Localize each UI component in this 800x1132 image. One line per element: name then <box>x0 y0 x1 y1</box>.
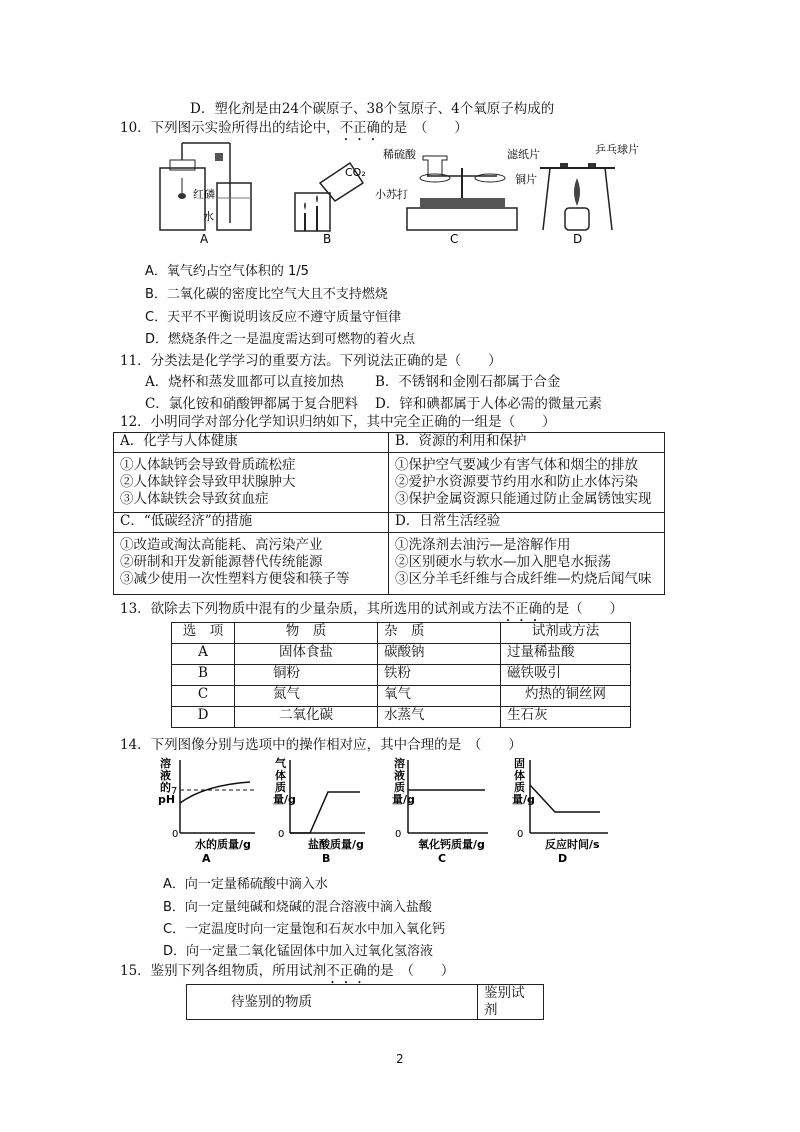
svg-text:盐酸质量/g: 盐酸质量/g <box>308 838 364 851</box>
svg-text:D: D <box>558 852 568 865</box>
svg-text:0: 0 <box>278 829 285 840</box>
q14-graph-d <box>512 756 608 865</box>
svg-text:的: 的 <box>160 781 171 794</box>
q12-cell-b-items: ①保护空气要减少有害气体和烟尘的排放 ②爱护水资源要节约用水和防止水体污染 ③保护金属资源只能通过防止金属锈蚀实现 <box>389 453 665 513</box>
q14-option-a: A．向一定量稀硫酸中滴入水 <box>163 877 328 892</box>
q15-stem: 15．鉴别下列各组物质，所用试剂不正确的是 （ ） <box>120 963 455 979</box>
q13-stem: 13．欲除去下列物质中混有的少量杂质，其所选用的试剂或方法不正确的是（ ） <box>120 601 624 617</box>
q14-graph-d-curve <box>530 785 600 812</box>
q10-fig-a-red-phosphorus: 红磷 <box>193 188 215 201</box>
q12-stem: 12．小明同学对部分化学知识归纳如下，其中完全正确的一组是（ ） <box>120 414 556 430</box>
q12-cell-a-title: A．化学与人体健康 <box>114 433 389 453</box>
svg-text:B: B <box>322 852 331 865</box>
q12-cell-a-items: ①人体缺钙会导致骨质疏松症 ②人体缺锌会导致甲状腺肿大 ③人体缺铁会导致贫血症 <box>114 453 389 513</box>
q10-figure-d <box>507 142 639 246</box>
q14-graph-a-curve <box>180 782 250 803</box>
q10-fig-a-water: 水 <box>203 210 214 223</box>
page-number: 2 <box>396 1052 404 1066</box>
q10-option-d: D．燃烧条件之一是温度需达到可燃物的着火点 <box>145 332 416 347</box>
q14-graph-a <box>158 756 255 865</box>
q11-option-c: C．氯化铵和硝酸钾都属于复合肥料 <box>145 396 358 412</box>
q10-fig-d-pingpong: 乒乓球片 <box>595 143 639 156</box>
q14-option-b: B．向一定量纯碱和烧碱的混合溶液中滴入盐酸 <box>163 900 432 915</box>
q12-cell-d-title: D．日常生活经验 <box>389 513 665 533</box>
table-row: A 固体食盐 碳酸钠 过量稀盐酸 <box>172 644 631 665</box>
q15-table <box>186 984 544 1020</box>
q13-header-option: 选 项 <box>172 623 235 644</box>
svg-text:气: 气 <box>275 757 286 770</box>
q12-cell-c-title: C．“低碳经济”的措施 <box>114 513 389 533</box>
q10-stem: 10．下列图示实验所得出的结论中，不正确的是 （ ） <box>120 120 468 136</box>
q14-option-c: C．一定温度时向一定量饱和石灰水中加入氧化钙 <box>163 922 446 937</box>
svg-text:体: 体 <box>275 769 286 782</box>
svg-text:量/g: 量/g <box>273 793 296 806</box>
q10-option-b: B．二氧化碳的密度比空气大且不支持燃烧 <box>145 287 388 302</box>
q13-table <box>171 622 631 728</box>
q14-graph-a-tick-7: 7 <box>171 786 178 797</box>
q11-option-b: B．不锈钢和金刚石都属于合金 <box>375 374 561 390</box>
svg-text:量/g: 量/g <box>392 793 415 806</box>
svg-text:溶: 溶 <box>160 757 171 770</box>
q14-graph-c <box>392 756 488 865</box>
q12-table <box>113 432 665 595</box>
q13-header-impurity: 杂 质 <box>378 623 501 644</box>
table-row: B 铜粉 铁粉 磁铁吸引 <box>172 665 631 686</box>
q11-option-a: A．烧杯和蒸发皿都可以直接加热 <box>145 374 344 390</box>
q12-cell-d-items: ①洗涤剂去油污—是溶解作用 ②区别硬水与软水—加入肥皂水振荡 ③区分羊毛纤维与合成纤维—灼烧后闻气味 <box>389 533 665 595</box>
svg-text:水的质量/g: 水的质量/g <box>195 838 251 851</box>
q14-graph-b <box>273 756 365 865</box>
svg-text:液: 液 <box>394 769 405 782</box>
svg-text:质: 质 <box>275 781 286 794</box>
q10-figure-c <box>375 147 517 246</box>
q10-option-c: C．天平不平衡说明该反应不遵守质量守恒律 <box>145 310 402 325</box>
q10-fig-d-label: D <box>573 232 583 246</box>
q10-fig-c-dilute-sulfuric-acid: 稀硫酸 <box>383 148 416 161</box>
q14-graph-b-curve <box>290 792 360 833</box>
svg-text:0: 0 <box>172 829 179 840</box>
q10-option-a: A．氧气约占空气体积的 1/5 <box>145 264 309 279</box>
svg-text:固: 固 <box>514 757 525 770</box>
svg-text:质: 质 <box>394 781 405 794</box>
q10-fig-d-filter-paper: 滤纸片 <box>507 148 540 161</box>
svg-text:质: 质 <box>514 781 525 794</box>
q15-header-substances: 待鉴别的物质 <box>187 985 478 1020</box>
svg-text:量/g: 量/g <box>512 793 535 806</box>
table-row: C 氮气 氧气 灼热的铜丝网 <box>172 686 631 707</box>
q10-fig-c-baking-soda: 小苏打 <box>375 188 408 201</box>
q10-fig-c-label: C <box>450 232 459 246</box>
svg-text:溶: 溶 <box>394 757 405 770</box>
q10-figure-a <box>160 143 251 246</box>
q14-option-d: D．向一定量二氧化锰固体中加入过氧化氢溶液 <box>163 944 434 959</box>
svg-text:液: 液 <box>160 769 171 782</box>
q13-header-method: 试剂或方法 <box>501 623 631 644</box>
svg-text:氧化钙质量/g: 氧化钙质量/g <box>418 838 485 851</box>
q11-stem: 11．分类法是化学学习的重要方法。下列说法正确的是（ ） <box>120 353 502 369</box>
svg-text:0: 0 <box>395 829 402 840</box>
q10-fig-b-co2: CO₂ <box>345 166 366 179</box>
svg-text:C: C <box>438 852 447 865</box>
svg-text:体: 体 <box>514 769 525 782</box>
q10-figure-b <box>295 163 366 246</box>
q12-cell-b-title: B．资源的利用和保护 <box>389 433 665 453</box>
q14-graphs <box>150 755 610 865</box>
svg-text:pH: pH <box>158 793 176 806</box>
q9-option-d: D．塑化剂是由24个碳原子、38个氢原子、4个氧原子构成的 <box>190 101 555 117</box>
q10-figures <box>145 138 639 250</box>
q13-header-substance: 物 质 <box>235 623 378 644</box>
q10-fig-d-copper: 铜片 <box>515 173 537 186</box>
q12-cell-c-items: ①改造或淘汰高能耗、高污染产业 ②研制和开发新能源替代传统能源 ③减少使用一次性塑料方便袋和筷子等 <box>114 533 389 595</box>
table-row: D 二氧化碳 水蒸气 生石灰 <box>172 707 631 728</box>
svg-text:0: 0 <box>517 829 524 840</box>
q15-header-reagent: 鉴别试剂 <box>478 985 544 1020</box>
q10-fig-b-label: B <box>323 232 332 246</box>
q11-option-d: D．锌和碘都属于人体必需的微量元素 <box>375 396 602 412</box>
q14-stem: 14．下列图像分别与选项中的操作相对应，其中合理的是 （ ） <box>120 737 522 753</box>
svg-text:A: A <box>202 852 211 865</box>
q10-fig-a-label: A <box>200 232 209 246</box>
svg-text:反应时间/s: 反应时间/s <box>545 838 600 851</box>
